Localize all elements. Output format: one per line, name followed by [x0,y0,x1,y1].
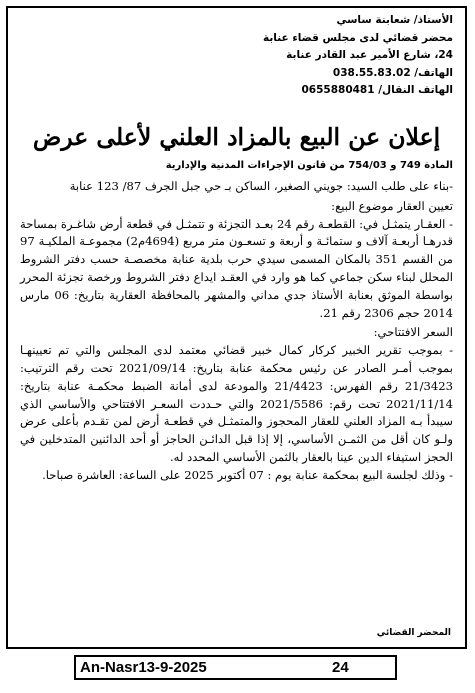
bailiff-signature: المحضر القضائي [376,628,451,638]
newspaper-footer [74,655,397,680]
opening-price-heading: السعر الافتتاحي: [373,325,453,340]
page-number: 24 [332,659,349,676]
auction-session: - وذلك لجلسة البيع بمحكمة عنابة يوم : 07 أكتوبر 2025 على الساعة: العاشرة صباحا. [42,467,453,482]
bailiff-name: الأستاذ/ شعابنة ساسي [336,14,453,26]
bailiff-role: محضر قضائي لدى مجلس قضاء عنابة [262,31,453,44]
property-description: - العقـار يتمثـل في: القطعـة رقم 24 بعـد التجزئة و تتمثـل في قطعة أرض شاغـرة بمساحة قدرهـا أربعـة آلاف و ستمائـة و أربعة و تسعـون متر مربع (4694م2) مجموعـة الملكيـة 97 من القسم 351 بالمكان المسمى سيدي حرب بلدية عنابة مخصصـة حسب دفتر الشروط المحلل لبناء سكن جماعي كما هو وارد في العقـد ايداع دفتر الشروط ورخصة تجزئة المحرر بواسطة الموثق بعنابة الأستاذ جدي مداني والمشهر بالمحافظة العقارية بتاريخ: 06 مارس 2014 حجم 2306 رقم 21. [20,216,453,320]
opening-price-description: - بموجب تقرير الخبير كركار كمال خبير قضائي معتمد لدى المجلس والتي تم تعيينهـا بموجب أمـر الصادر عن رئيس محكمة عنابة بتاريخ: 2021/09/14 تحت رقم الترتيب: 21/3423 رقم الفهرس: 21/4423 والمودعة لدى أمانة الضبط محكمـة عنابة بتاريخ: 2021/11/14 تحت رقم: 2021/5586 والتي حـددت السعـر الافتتاحي والأساسي الذي سيبدأ بـه المزاد العلني للعقار المحجوز والمتمثـل في قطعـة أرض لمن تقـدم بأعلى عرض ولـو كان أقل من الثمـن الأساسي، إلا إذا قبل الدائـن الحاجز أو أحد الدائنين المتدخلين في الحجز استيفاء الدين عينا بالعقار بالثمن الأساسي المحدد له. [20,343,453,464]
notice-body [20,178,453,485]
bailiff-address: 24، شارع الأمير عبد القادر عنابة [286,49,453,61]
bailiff-header [93,12,453,100]
publication-reference: An-Nasr13-9-2025 [80,659,207,676]
legal-notice-frame [6,6,467,649]
requester-paragraph: -بناء على طلب السيد: جويني الصغير، الساكن بـ حي جبل الجرف 87/ 123 عنابة [69,179,453,193]
bailiff-mobile: الهاتف النقال/ 0655880481 [301,84,453,96]
legal-reference: المادة 749 و 754/03 من قانون الإجراءات المدنية والإدارية [165,160,453,171]
property-heading: تعيين العقار موضوع البيع: [331,198,453,213]
notice-title: إعلان عن البيع بالمزاد العلني لأعلى عرض [32,123,441,151]
bailiff-phone: الهاتف/ 038.55.83.02 [332,66,453,79]
